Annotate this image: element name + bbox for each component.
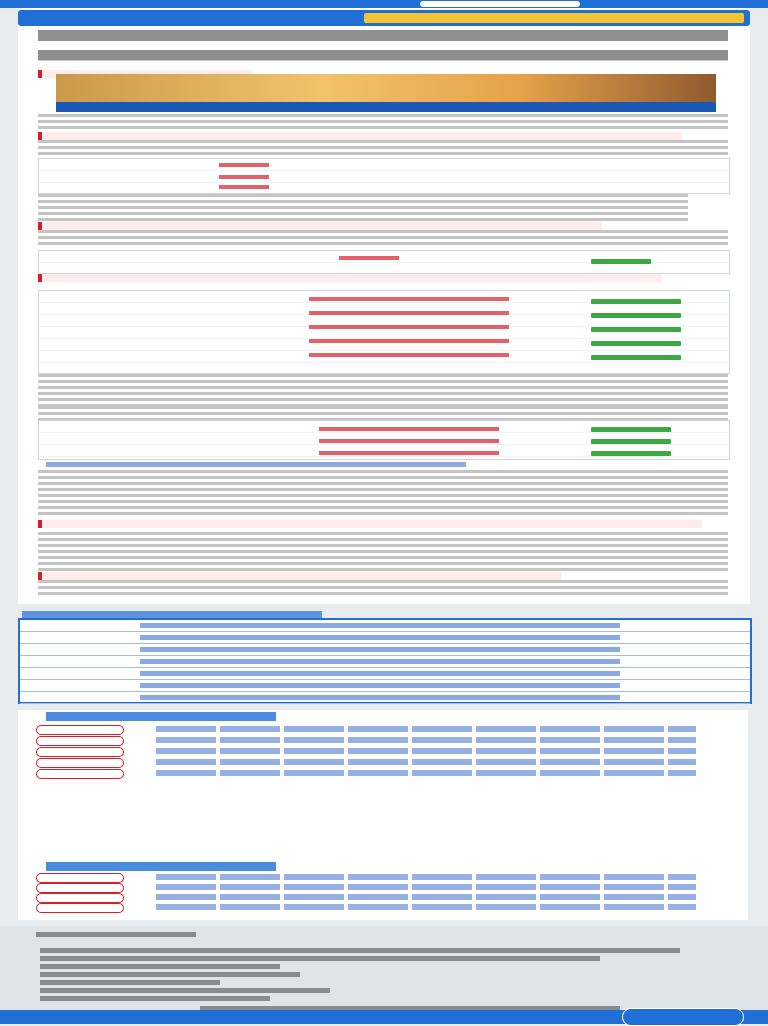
paragraph [38, 406, 728, 420]
news-link[interactable] [156, 726, 696, 732]
price-cell [319, 451, 499, 455]
package-table-4 [38, 420, 730, 460]
footer-line [40, 948, 680, 953]
paragraph [38, 580, 728, 598]
section-heading-5[interactable] [38, 520, 702, 528]
paragraph [38, 140, 728, 156]
footer-line [40, 972, 300, 977]
footer-heading [36, 932, 196, 937]
paragraph [38, 230, 728, 248]
price-cell [219, 185, 269, 189]
price-cell [309, 297, 509, 301]
register-button[interactable] [591, 439, 671, 444]
news-row[interactable] [36, 746, 726, 756]
notes-list [38, 194, 688, 222]
section-heading-2[interactable] [38, 132, 682, 140]
news-link[interactable] [156, 770, 696, 776]
news-date [36, 736, 124, 746]
footer-line [40, 956, 600, 961]
paragraph [38, 470, 728, 516]
inline-link[interactable] [46, 462, 466, 467]
footer-line [40, 980, 220, 985]
price-cell [319, 427, 499, 431]
price-cell [309, 325, 509, 329]
news-link[interactable] [156, 759, 696, 765]
services-menu-item[interactable] [20, 644, 750, 656]
register-button[interactable] [591, 427, 671, 432]
news-link[interactable] [156, 884, 696, 890]
services-menu-item[interactable] [20, 620, 750, 632]
package-table-3 [38, 290, 730, 374]
news-row[interactable] [36, 882, 726, 892]
footer-line [40, 964, 280, 969]
section-heading-3[interactable] [38, 222, 602, 230]
register-button[interactable] [591, 259, 651, 264]
article-title [38, 30, 728, 66]
register-button[interactable] [591, 451, 671, 456]
news-link[interactable] [156, 904, 696, 910]
news-row[interactable] [36, 724, 726, 734]
paragraph [38, 532, 728, 572]
hot-news-heading [46, 712, 276, 721]
price-cell [309, 353, 509, 357]
chat-icon[interactable] [622, 1008, 744, 1026]
banner-band [56, 102, 716, 112]
section-heading-6[interactable] [38, 572, 562, 580]
view-count [36, 903, 124, 913]
news-row[interactable] [36, 768, 726, 778]
top-nav-bar [0, 0, 768, 8]
news-row[interactable] [36, 735, 726, 745]
promo-strip[interactable] [18, 10, 750, 26]
news-link[interactable] [156, 874, 696, 880]
news-row[interactable] [36, 872, 726, 882]
news-date [36, 747, 124, 757]
services-menu-item[interactable] [20, 656, 750, 668]
news-date [36, 725, 124, 735]
news-date [36, 769, 124, 779]
footer-line [40, 988, 330, 993]
news-date [36, 758, 124, 768]
services-menu-item[interactable] [20, 680, 750, 692]
services-menu-item-label [140, 635, 620, 640]
services-menu-item-label [140, 683, 620, 688]
package-table-2 [38, 250, 730, 274]
price-cell [219, 175, 269, 179]
services-menu-item[interactable] [20, 632, 750, 644]
package-table-1 [38, 158, 730, 194]
article-container [18, 8, 750, 604]
price-cell [339, 256, 399, 260]
most-viewed-heading [46, 862, 276, 871]
price-cell [219, 163, 269, 167]
hot-news-card [18, 710, 748, 860]
news-row[interactable] [36, 757, 726, 767]
register-button[interactable] [591, 341, 681, 346]
services-menu-item-label [140, 695, 620, 700]
register-button[interactable] [591, 355, 681, 360]
services-menu-item[interactable] [20, 692, 750, 704]
most-viewed-card [18, 860, 748, 920]
footer-line [40, 996, 270, 1001]
news-row[interactable] [36, 892, 726, 902]
paragraph [38, 114, 728, 132]
promo-banner-yellow[interactable] [364, 13, 744, 23]
news-link[interactable] [156, 737, 696, 743]
search-input[interactable] [420, 1, 580, 7]
services-menu-item-label [140, 659, 620, 664]
section-heading-4[interactable] [38, 274, 662, 282]
promo-image-banner [56, 74, 716, 112]
price-cell [309, 311, 509, 315]
register-button[interactable] [591, 313, 681, 318]
services-menu-item[interactable] [20, 668, 750, 680]
services-menu-item-label [140, 647, 620, 652]
notes-list [38, 374, 728, 406]
price-cell [309, 339, 509, 343]
news-link[interactable] [156, 894, 696, 900]
news-link[interactable] [156, 748, 696, 754]
news-row[interactable] [36, 902, 726, 912]
services-menu-item-label [140, 671, 620, 676]
price-cell [319, 439, 499, 443]
services-menu-item-label [140, 623, 620, 628]
register-button[interactable] [591, 299, 681, 304]
register-button[interactable] [591, 327, 681, 332]
services-menu [18, 618, 752, 704]
